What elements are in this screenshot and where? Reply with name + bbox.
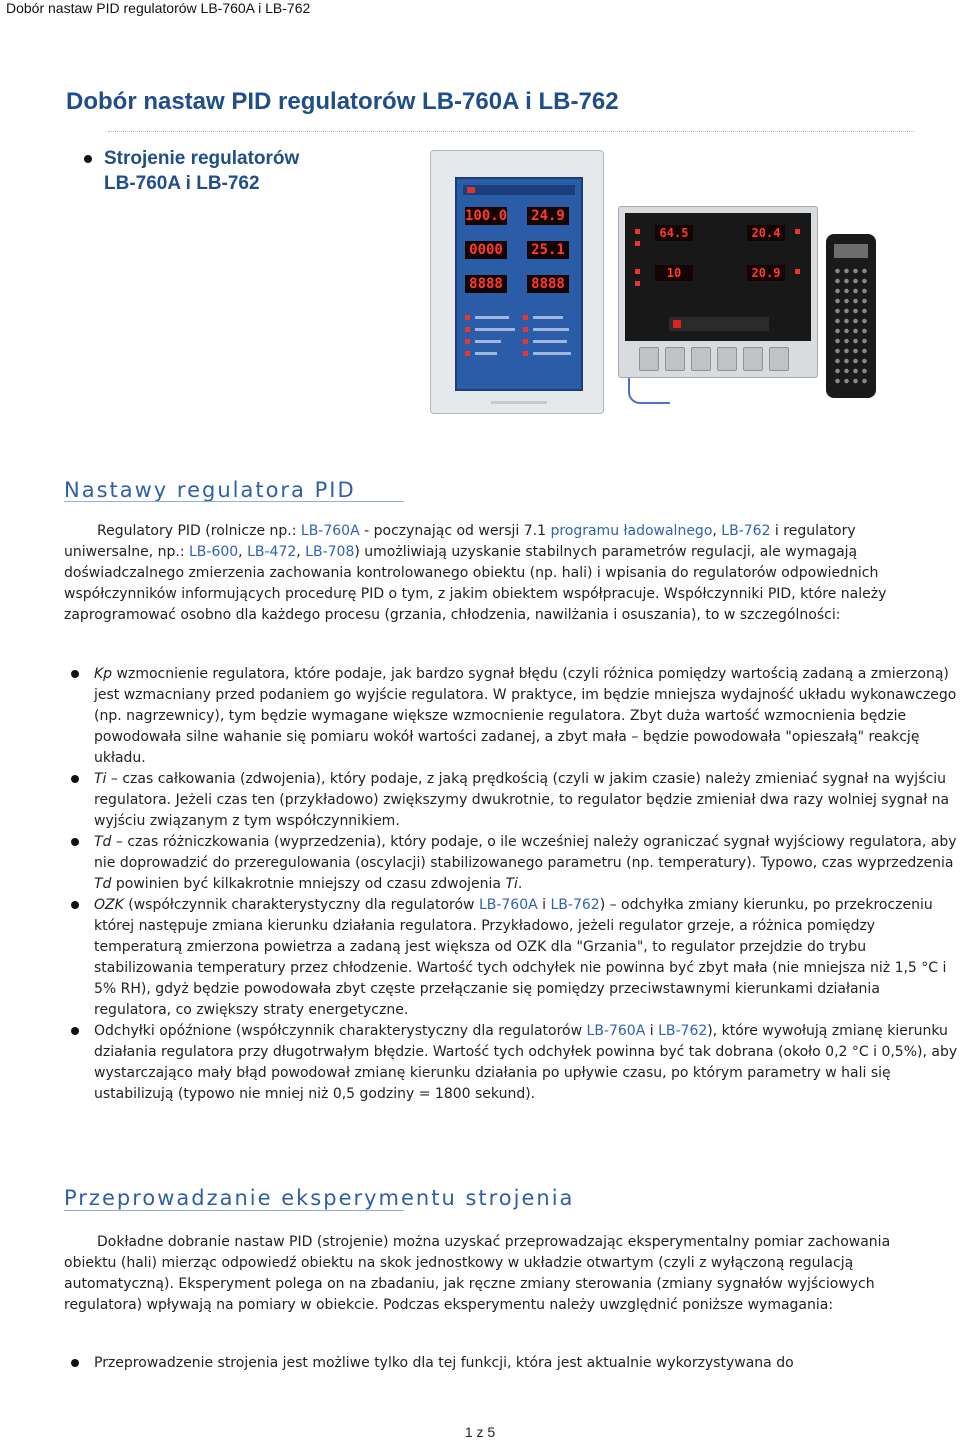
link-program-ladowalny[interactable]: programu ładowalnego <box>550 523 713 539</box>
regulator-front-panel <box>625 213 811 341</box>
list-item-kp: Kp wzmocnienie regulatora, które podaje, jak bardzo sygnał błędu (czyli różnica pomiędzy wartością zadaną a zmierzoną) jest wzmacniany przed podaniem go wyjście regulatora. W praktyce, im będzie mniejsza wydajność układu wykonawczego (np. nagrzewnicy), tym będzie wymagane większe wzmocnienie regulatora. Zbyt duża wartość wzmocnienia będzie powodowała silne wahanie się pomiaru wokół wartości zadanej, a zbyt mała – będzie powodowała "opieszałą" reakcję układu. <box>94 664 960 769</box>
indicator-led <box>635 269 640 274</box>
cable-gland <box>639 347 659 371</box>
cable-gland <box>691 347 711 371</box>
list-item-ti: Ti – czas całkowania (zdwojenia), który podaje, z jaką prędkością (czyli w jakim czasie) należy zmieniać sygnał na wyjściu regulatora. Jeżeli czas ten (przykładowo) zwiększymy dwukrotnie, to regulator będzie zmieniał dwa razy wolniej sygnał na wyjściu związanym z tym współczynnikiem. <box>94 769 960 832</box>
list-item: Przeprowadzenie strojenia jest możliwe tylko dla tej funkcji, która jest aktualnie wykorzystywana do <box>94 1353 960 1374</box>
page-title: Dobór nastaw PID regulatorów LB-760A i LB-762 <box>66 88 619 115</box>
indicator-led <box>465 327 470 332</box>
experiment-paragraph: Dokładne dobranie nastaw PID (strojenie) można uzyskać przeprowadzając eksperymentalny pomiar zachowania obiektu (hali) mierząc odpowiedź obiektu na skok jednostkowy w układzie otwartym (czyli z wyłączoną regulacją automatyczną). Eksperyment polega on na zbadaniu, jak ręczne zmiany sterowania (zmiany sygnałów wyjściowych regulatora) wpływają na pomiary w obiekcie. Podczas eksperymentu należy uwzględnić poniższe wymagania: <box>64 1234 891 1313</box>
link-lb762[interactable]: LB-762 <box>550 897 600 913</box>
pid-parameters-list <box>94 664 960 1105</box>
led-display: 0000 <box>465 241 507 259</box>
led-display: 8888 <box>465 275 507 293</box>
led-display: 64.5 <box>655 225 693 241</box>
indicator-led <box>523 327 528 332</box>
indicator-led <box>523 339 528 344</box>
tab-label-line2: LB-760A i LB-762 <box>104 173 260 194</box>
intro-paragraph: Regulatory PID (rolnicze np.: LB-760A - poczynając od wersji 7.1 programu ładowalnego, LB-762 i regulatory uniwersalne, np.: LB-600, LB-472, LB-708) umożliwiają uzyskanie stabilnych parametrów regulacji, ale wymagają doświadczalnego zmierzenia zachowania kontrolowanego obiektu (np. hali) i wpisania do regulatorów odpowiednich współczynników informujących procedurę PID o tym, z jakim obiektem współpracuje. Współczynniki PID, które należy zaprogramować osobno dla każdego procesu (grzania, chłodzenia, nawilżania i osuszania), to w szczególności: <box>64 523 887 623</box>
tab-list <box>82 146 384 196</box>
remote-control-photo <box>826 234 876 398</box>
cable <box>628 378 670 404</box>
indicator-led <box>795 229 800 234</box>
cable-gland <box>717 347 737 371</box>
list-item-odchylki: Odchyłki opóźnione (współczynnik charakterystyczny dla regulatorów LB-760A i LB-762), które wywołują zmianę kierunku działania regulatora przy długotrwałym błędzie. Wartość tych odchyłek powinna być tak dobrana (około 0,2 °C i 0,5%), aby wystarczająco mały błąd powodował zmianę kierunku działania po upływie czasu, po którym parametry w hali się ustabilizują (typowo nie mniej niż 0,5 godziny = 1800 sekund). <box>94 1021 960 1105</box>
heading-underline <box>64 501 404 502</box>
cable-gland <box>665 347 685 371</box>
regulator-front-panel <box>455 177 583 391</box>
cable-gland <box>743 347 763 371</box>
tab-label-line1: Strojenie regulatorów <box>104 148 300 169</box>
regulator-lb762-photo <box>430 150 604 414</box>
link-lb760a[interactable]: LB-760A <box>478 897 538 913</box>
link-lb760a[interactable]: LB-760A <box>300 523 360 539</box>
indicator-led <box>795 269 800 274</box>
list-item-td: Td – czas różniczkowania (wyprzedzenia), który podaje, o ile wcześniej należy ograniczać sygnał wyjściowy regulatora, aby nie doprowadzić do przeregulowania (oscylacji) stabilizowanego parametru (np. temperatury). Typowo, czas wyprzedzenia Td powinien być kilkakrotnie mniejszy od czasu zdwojenia Ti. <box>94 832 960 895</box>
tab-strojenie[interactable] <box>82 146 384 196</box>
indicator-led <box>635 229 640 234</box>
indicator-led <box>635 281 640 286</box>
panel-header <box>463 185 575 195</box>
regulator-lb760-photo <box>618 206 818 378</box>
product-photos <box>428 140 898 430</box>
browser-title: Dobór nastaw PID regulatorów LB-760A i LB-762 <box>6 0 311 16</box>
led-display: 20.4 <box>747 225 785 241</box>
indicator-led <box>635 241 640 246</box>
section-heading-eksperyment: Przeprowadzanie eksperymentu strojenia <box>64 1186 575 1210</box>
led-display: 10 <box>655 265 693 281</box>
led-display: 100.0 <box>465 208 508 224</box>
indicator-led <box>465 339 470 344</box>
indicator-led <box>465 315 470 320</box>
link-lb600[interactable]: LB-600 <box>188 544 239 560</box>
indicator-led <box>465 351 470 356</box>
section-heading-nastawy: Nastawy regulatora PID <box>64 478 356 502</box>
link-lb762[interactable]: LB-762 <box>721 523 771 539</box>
indicator-led <box>523 315 528 320</box>
led-display: 24.9 <box>527 207 569 225</box>
indicator-led <box>523 351 528 356</box>
requirements-list <box>94 1353 960 1374</box>
led-display: 25.1 <box>527 241 569 259</box>
heading-underline <box>64 1210 404 1211</box>
link-lb708[interactable]: LB-708 <box>305 544 355 560</box>
led-display: 20.9 <box>747 265 785 281</box>
link-lb472[interactable]: LB-472 <box>247 544 297 560</box>
title-divider <box>108 131 914 132</box>
link-lb762[interactable]: LB-762 <box>658 1023 708 1039</box>
list-item-ozk: OZK (współczynnik charakterystyczny dla regulatorów LB-760A i LB-762) – odchyłka zmiany kierunku, po przekroczeniu której następuje zmiana kierunku działania regulatora. Przykładowo, jeżeli regulator grzeje, a różnica pomiędzy temperaturą zmierzona powietrza a zadaną jest większa od OZK dla "Grzania", to regulator przejdzie do trybu stabilizowania temperatury przez chłodzenie. Wartość tych odchyłek nie powinna być zbyt mała (nie mniejsza niż 1,5 °C i 5% RH), gdyż będzie powodowała zbyt częste przełączanie się pomiędzy przeciwstawnymi kierunkami działania regulatora, co zwiększy straty energetyczne. <box>94 895 960 1021</box>
led-display: 8888 <box>527 275 569 293</box>
link-lb760a[interactable]: LB-760A <box>586 1023 646 1039</box>
cable-gland <box>769 347 789 371</box>
page-number: 1 z 5 <box>464 1424 496 1440</box>
remote-keypad <box>833 266 869 386</box>
device-nameplate <box>669 317 769 331</box>
